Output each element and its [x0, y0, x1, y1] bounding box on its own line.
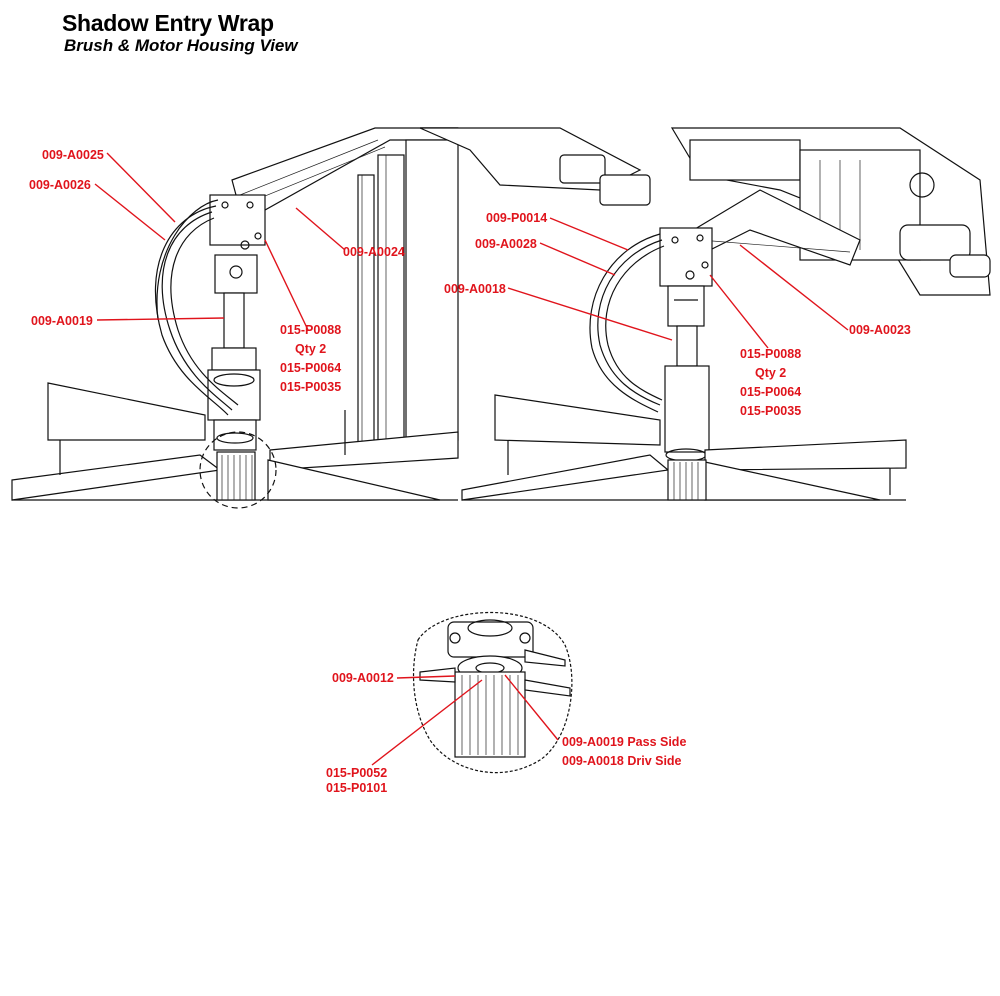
callout-right-a0028: 009-A0028 [475, 237, 537, 251]
callout-detail-pass-side: 009-A0019 Pass Side [562, 735, 687, 749]
callout-left-a0026: 009-A0026 [29, 178, 91, 192]
callout-right-a0023: 009-A0023 [849, 323, 911, 337]
callout-left-qty: Qty 2 [295, 342, 327, 356]
callout-right-p0088: 015-P0088 [740, 347, 802, 361]
callout-left-p0035: 015-P0035 [280, 380, 342, 394]
callout-detail-a0012: 009-A0012 [332, 671, 394, 685]
callout-right-p0064: 015-P0064 [740, 385, 802, 399]
right-view-drawing [420, 128, 990, 500]
callout-detail-p0101: 015-P0101 [326, 781, 388, 795]
page-subtitle: Brush & Motor Housing View [64, 36, 298, 55]
callout-right-qty: Qty 2 [755, 366, 787, 380]
callout-right-p0035: 015-P0035 [740, 404, 802, 418]
callout-left-a0019: 009-A0019 [31, 314, 93, 328]
callout-detail-p0052: 015-P0052 [326, 766, 388, 780]
callout-left-p0088: 015-P0088 [280, 323, 342, 337]
detail-view-drawing [414, 613, 572, 773]
callout-left-p0064: 015-P0064 [280, 361, 342, 375]
callout-right-a0018: 009-A0018 [444, 282, 506, 296]
callout-right-p0014: 009-P0014 [486, 211, 548, 225]
page-title: Shadow Entry Wrap [62, 10, 274, 36]
callout-left-a0024: 009-A0024 [343, 245, 405, 259]
callout-detail-driv-side: 009-A0018 Driv Side [562, 754, 682, 768]
callout-left-a0025: 009-A0025 [42, 148, 104, 162]
